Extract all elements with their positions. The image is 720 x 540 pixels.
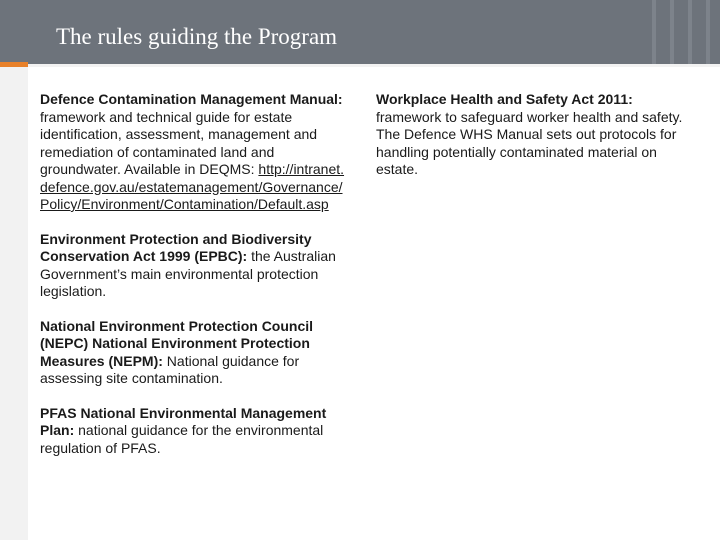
header-accent-bar bbox=[0, 62, 28, 67]
right-column bbox=[376, 91, 688, 179]
list-item-contamination-manual bbox=[40, 91, 348, 214]
whs-act-title: Workplace Health and Safety Act 2011: bbox=[376, 91, 633, 107]
slide-title: The rules guiding the Program bbox=[56, 24, 338, 49]
header-stripe bbox=[652, 0, 656, 64]
header-stripe bbox=[688, 0, 692, 64]
header-stripe bbox=[670, 0, 674, 64]
item-text: the Australian Government’s main environmental protection legislation. bbox=[40, 248, 336, 299]
left-column bbox=[40, 91, 348, 474]
header-stripes bbox=[650, 0, 720, 64]
item-title: PFAS National Environmental Management Plan: bbox=[40, 404, 327, 438]
whs-act-text: framework to safeguard worker health and safety. The Defence WHS Manual sets out protocols for handling potentially contaminated material on estate. bbox=[376, 108, 683, 177]
list-item-epbc-act bbox=[40, 231, 348, 301]
list-item-pfas-plan bbox=[40, 405, 348, 458]
slide-header bbox=[0, 0, 720, 64]
item-title: Environment Protection and Biodiversity Conservation Act 1999 (EPBC): bbox=[40, 230, 312, 264]
deqms-link[interactable]: http://intranet.defence.gov.au/estatemanagement/Governance/Policy/Environment/Contamination/Default.asp bbox=[40, 161, 345, 212]
item-title: National Environment Protection Council (NEPC) National Environment Protection Measures (NEPM): bbox=[40, 317, 314, 369]
item-text: National guidance for assessing site contamination. bbox=[40, 352, 300, 386]
slide-content bbox=[28, 67, 720, 540]
item-text: national guidance for the environmental regulation of PFAS. bbox=[40, 422, 324, 456]
header-stripe bbox=[706, 0, 710, 64]
list-item-nepc-nepm bbox=[40, 318, 348, 388]
item-title: Defence Contamination Management Manual: bbox=[40, 91, 343, 107]
item-text: framework and technical guide for estate identification, assessment, management and remediation of contaminated land and groundwater. Available in DEQMS: bbox=[40, 108, 318, 177]
